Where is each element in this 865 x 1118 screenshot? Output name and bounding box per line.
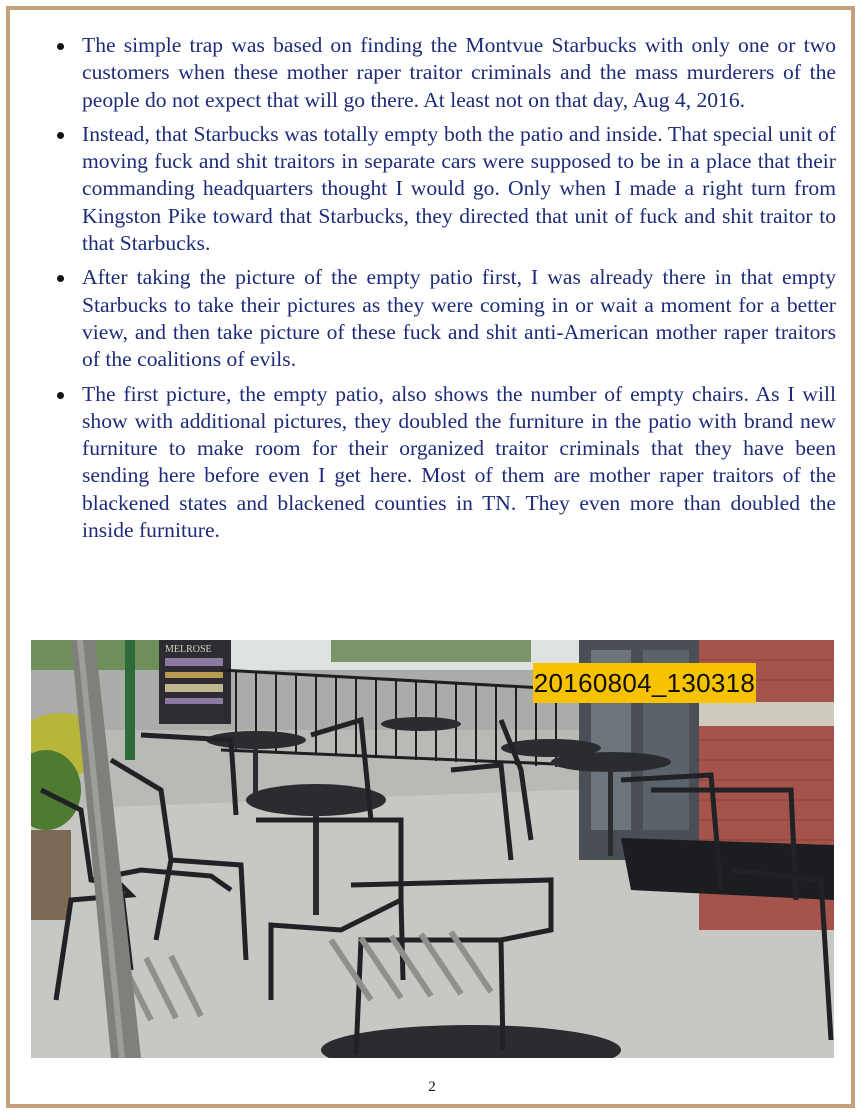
- bullet-dot-icon: [57, 43, 64, 50]
- bullet-text: Instead, that Starbucks was totally empty both the patio and inside. That special unit of moving fuck and shit traitors in separate cars were supposed to be in a place that their commanding headquarters thought I would go. Only when I made a right turn from Kingston Pike toward that Starbucks, they directed that unit of fuck and shit traitor to that Starbucks.: [82, 121, 836, 256]
- bullet-item: [52, 381, 836, 545]
- sign-text: MELROSE: [165, 644, 212, 655]
- bullet-text: The simple trap was based on finding the Montvue Starbucks with only one or two customers when these mother raper traitor criminals and the mass murderers of the people do not expect that will go there. At least not on that day, Aug 4, 2016.: [82, 33, 836, 112]
- bullet-text: After taking the picture of the empty patio first, I was already there in that empty Starbucks to take their pictures as they were coming in or wait a moment for a better view, and then take picture of these fuck and shit anti-American mother raper traitors of the coalitions of evils.: [82, 265, 836, 372]
- photo-timestamp: 20160804_130318: [533, 663, 756, 703]
- page-number: 2: [428, 1079, 436, 1095]
- bullet-dot-icon: [57, 392, 64, 399]
- bullet-text: The first picture, the empty patio, also shows the number of empty chairs. As I will show with additional pictures, they doubled the furniture in the patio with brand new furniture to make room for their organized traitor criminals that they have been sending here before even I get here. Most of them are mother raper traitors of the blackened states and blackened counties in TN. They even more than doubled the inside furniture.: [82, 381, 836, 543]
- bullet-dot-icon: [57, 275, 64, 282]
- bullet-item: [52, 264, 836, 373]
- bullet-list: [52, 32, 836, 551]
- bullet-item: [52, 32, 836, 114]
- bullet-item: [52, 121, 836, 257]
- bullet-dot-icon: [57, 132, 64, 139]
